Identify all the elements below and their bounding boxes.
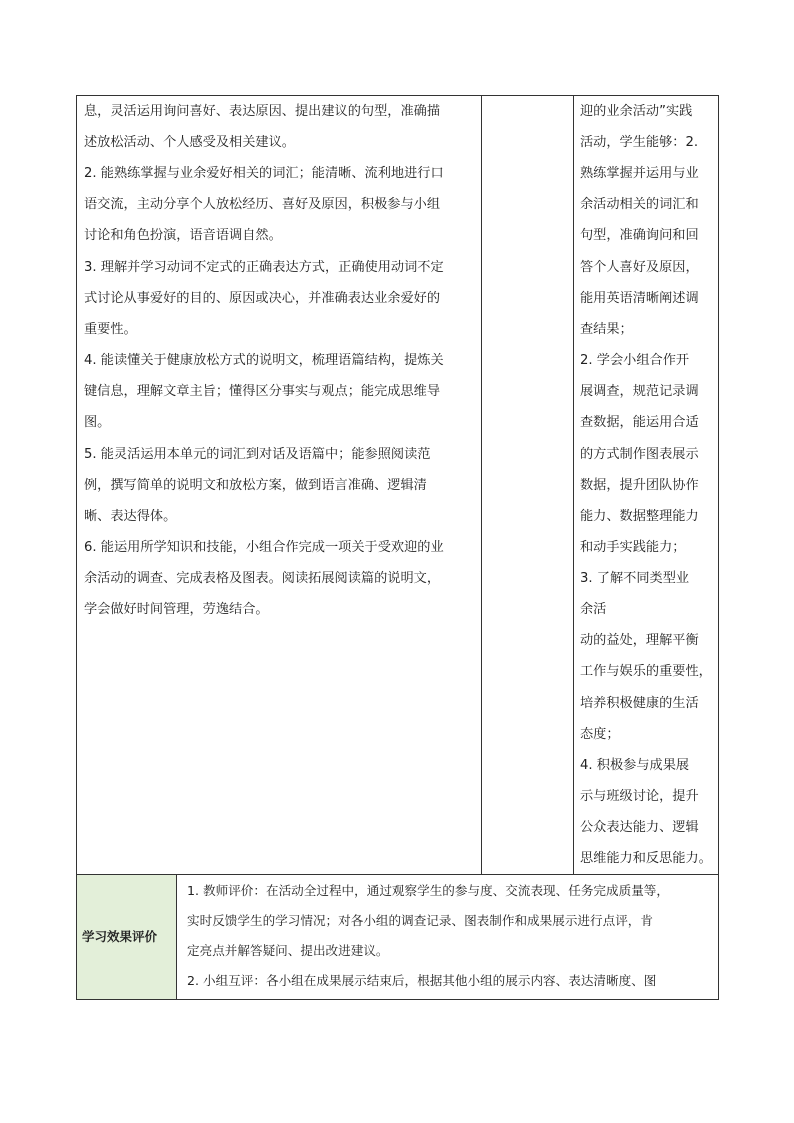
activity-goals-line: 和动手实践能力； bbox=[580, 540, 686, 555]
table-border-left bbox=[76, 95, 77, 1000]
activity-goals-line: 余活 bbox=[580, 602, 607, 617]
activity-goals-line: 余活动相关的词汇和 bbox=[580, 197, 699, 212]
objectives-line: 6. 能运用所学知识和技能，小组合作完成一项关于受欢迎的业 bbox=[84, 540, 444, 555]
objectives-line: 键信息，理解文章主旨；懂得区分事实与观点；能完成思维导 bbox=[84, 384, 441, 399]
activity-goals-line: 示与班级讨论，提升 bbox=[580, 789, 699, 804]
activity-goals-line: 能力、数据整理能力 bbox=[580, 509, 699, 524]
objectives-line: 式讨论从事爱好的目的、原因或决心，并准确表达业余爱好的 bbox=[84, 291, 441, 306]
activity-goals-line: 查数据，能运用合适 bbox=[580, 415, 699, 430]
objectives-line: 余活动的调查、完成表格及图表。阅读拓展阅读篇的说明文， bbox=[84, 571, 441, 586]
evaluation-line: 实时反馈学生的学习情况；对各小组的调查记录、图表制作和成果展示进行点评，肯 bbox=[187, 913, 653, 928]
activity-goals-line: 动的益处，理解平衡 bbox=[580, 633, 699, 648]
label-column-divider bbox=[176, 874, 177, 1000]
activity-goals-line: 展调查，规范记录调 bbox=[580, 384, 699, 399]
activity-goals-line: 态度； bbox=[580, 727, 620, 742]
table-border-right bbox=[718, 95, 719, 1000]
activity-goals-line: 答个人喜好及原因， bbox=[580, 260, 699, 275]
objectives-line: 例，撰写简单的说明文和放松方案，做到语言准确、逻辑清 bbox=[84, 478, 427, 493]
objectives-line: 语交流，主动分享个人放松经历、喜好及原因，积极参与小组 bbox=[84, 197, 441, 212]
objectives-line: 晰、表达得体。 bbox=[84, 509, 177, 524]
column-divider-1 bbox=[481, 95, 482, 875]
activity-goals-line: 培养积极健康的生活 bbox=[580, 696, 699, 711]
activity-goals-line: 思维能力和反思能力。 bbox=[580, 851, 712, 866]
activity-goals-line: 3. 了解不同类型业 bbox=[580, 571, 690, 586]
objectives-line: 4. 能读懂关于健康放松方式的说明文，梳理语篇结构，提炼关 bbox=[84, 353, 444, 368]
objectives-line: 重要性。 bbox=[84, 322, 137, 337]
column-divider-2 bbox=[573, 95, 574, 875]
evaluation-line: 2. 小组互评：各小组在成果展示结束后，根据其他小组的展示内容、表达清晰度、图 bbox=[187, 973, 657, 988]
objectives-line: 5. 能灵活运用本单元的词汇到对话及语篇中；能参照阅读范 bbox=[84, 447, 431, 462]
objectives-line: 3. 理解并学习动词不定式的正确表达方式，正确使用动词不定 bbox=[84, 260, 444, 275]
activity-goals-line: 4. 积极参与成果展 bbox=[580, 758, 690, 773]
objectives-line: 图。 bbox=[84, 415, 111, 430]
objectives-line: 2. 能熟练掌握与业余爱好相关的词汇；能清晰、流利地进行口 bbox=[84, 166, 444, 181]
activity-goals-line: 迎的业余活动”实践 bbox=[580, 104, 693, 119]
evaluation-line: 1. 教师评价：在活动全过程中，通过观察学生的参与度、交流表现、任务完成质量等， bbox=[187, 883, 669, 898]
evaluation-line: 定亮点并解答疑问、提出改进建议。 bbox=[187, 943, 389, 958]
activity-goals-line: 数据，提升团队协作 bbox=[580, 478, 699, 493]
activity-goals-line: 查结果； bbox=[580, 322, 633, 337]
activity-goals-line: 工作与娱乐的重要性， bbox=[580, 664, 712, 679]
objectives-line: 学会做好时间管理，劳逸结合。 bbox=[84, 602, 269, 617]
evaluation-label: 学习效果评价 bbox=[82, 929, 158, 944]
objectives-line: 息，灵活运用询问喜好、表达原因、提出建议的句型，准确描 bbox=[84, 104, 441, 119]
activity-goals-line: 熟练掌握并运用与业 bbox=[580, 166, 699, 181]
activity-goals-line: 公众表达能力、逻辑 bbox=[580, 820, 699, 835]
activity-goals-line: 的方式制作图表展示 bbox=[580, 447, 699, 462]
activity-goals-line: 能用英语清晰阐述调 bbox=[580, 291, 699, 306]
activity-goals-line: 活动，学生能够：2. bbox=[580, 135, 699, 150]
table-border-bottom bbox=[76, 999, 719, 1000]
activity-goals-line: 2. 学会小组合作开 bbox=[580, 353, 690, 368]
objectives-line: 述放松活动、个人感受及相关建议。 bbox=[84, 135, 295, 150]
objectives-line: 讨论和角色扮演，语音语调自然。 bbox=[84, 228, 282, 243]
activity-goals-line: 句型，准确询问和回 bbox=[580, 228, 699, 243]
